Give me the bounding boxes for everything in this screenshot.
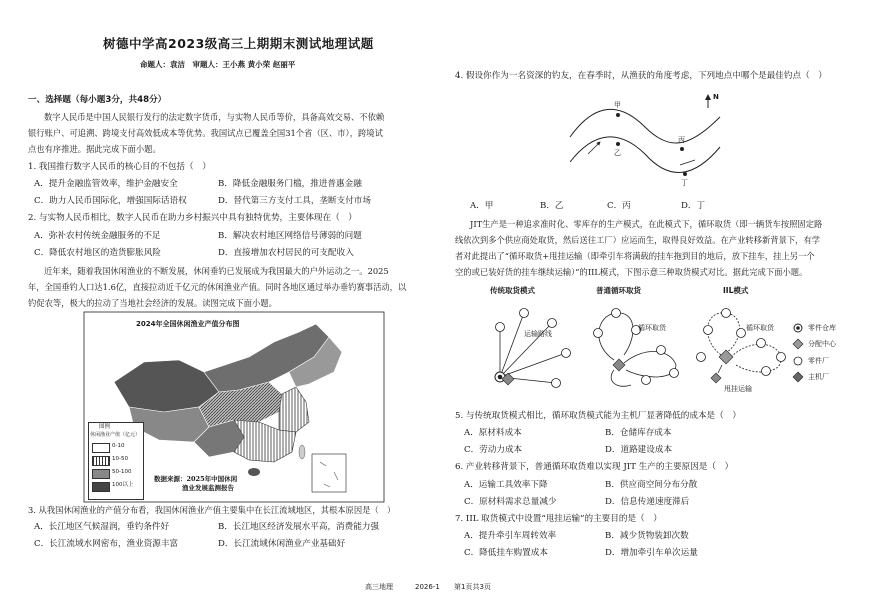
passage2-line-1: 近年来，随着我国休闲渔业的不断发展，休闲垂钓已发展成为我国最大的户外运动之一。2025: [44, 266, 389, 276]
legend-parts-factory-icon: [794, 357, 802, 365]
q6-stem: 6. 产业转移背景下，普通循环取货难以实现 JIT 生产的主要原因是（ ）: [455, 462, 734, 472]
q2-option-a[interactable]: A．弥补农村传统金融服务的不足: [34, 231, 161, 241]
q4-option-c[interactable]: C．丙: [607, 201, 631, 211]
legend-swatch-3: [92, 469, 110, 479]
passage2-line-2: 年，全国垂钓人口达1.6亿，直接拉动近千亿元的休闲渔业产值。同时各地区通过举办垂钓赛事活动，以: [28, 282, 407, 292]
legend-main-factory-icon: [793, 372, 803, 382]
q3-option-d[interactable]: D．长江流域休闲渔业产业基础好: [218, 539, 346, 549]
point-label-yi: 乙: [614, 149, 621, 157]
q5-option-c[interactable]: C．劳动力成本: [464, 445, 523, 455]
mode3-graph: [708, 313, 782, 372]
q7-option-a[interactable]: A．提升牵引车周转效率: [464, 531, 557, 541]
q1-stem: 1. 我国推行数字人民币的核心目的不包括（ ）: [28, 162, 211, 172]
q3-option-c[interactable]: C．长江流域水网密布，渔业资源丰富: [34, 539, 179, 549]
q5-option-a[interactable]: A．原材料成本: [464, 428, 522, 438]
footer-subject: 高三地理: [365, 583, 393, 591]
q6-option-b[interactable]: B．供应商空间分布分散: [605, 480, 698, 490]
legend-parts-factory: 零件厂: [808, 357, 829, 365]
legend-item-4: 100以上: [112, 482, 134, 488]
q7-stem: 7. IIL 取货模式中设置“甩挂运输”的主要目的是（ ）: [455, 514, 662, 524]
passage2-line-3: 钓促农等，极大的拉动了当地社会经济的发展。读图完成下面小题。: [28, 298, 277, 308]
route-label: 运输路线: [524, 330, 552, 338]
legend-distribution: 分配中心: [808, 340, 836, 348]
map-title: 2024年全国休闲渔业产值分布图: [136, 320, 240, 328]
q5-stem: 5. 与传统取货模式相比，循环取货模式能为主机厂显著降低的成本是（ ）: [455, 411, 741, 421]
pickup-mode-figure: [486, 285, 856, 395]
river-figure: [560, 92, 730, 192]
passage3-line-2: 线依次到多个供应商处取货，然后送往工厂）应运而生，取得良好效益。在产业转移新背景下，有学: [455, 235, 821, 245]
q6-option-d[interactable]: D．信息传递速度滞后: [605, 497, 690, 507]
legend-title: 图例: [99, 424, 111, 430]
q3-option-a[interactable]: A．长江地区气候湿润，垂钓条件好: [34, 522, 170, 532]
q4-option-b[interactable]: B．乙: [540, 201, 564, 211]
mode2-title: 普通循环取货: [596, 286, 641, 295]
mode1-title: 传统取货模式: [490, 286, 535, 295]
mode3-center-icon: [719, 350, 733, 364]
legend-item-2: 10-50: [112, 456, 128, 462]
legend-subtitle: 休闲渔业产值（亿元）: [90, 432, 141, 438]
legend-item-3: 50-100: [112, 469, 132, 475]
river-diagram: [560, 92, 730, 192]
q1-option-a[interactable]: A．提升金融监管效率，维护金融安全: [34, 179, 178, 189]
q1-option-c[interactable]: C．助力人民币国际化，增强国际话语权: [34, 196, 187, 206]
point-ding: [683, 172, 687, 176]
point-label-ding: 丁: [681, 179, 688, 187]
q2-option-d[interactable]: D．直接增加农村居民的可支配收入: [218, 248, 354, 258]
exam-authors: 命题人：袁洁 审题人：王小燕 黄小荣 赵丽平: [140, 60, 296, 69]
footer-page: 第1页共3页: [454, 583, 491, 591]
q2-option-c[interactable]: C．降低农村地区的造货膨胀风险: [34, 248, 161, 258]
passage1-line-3: 点也有序推进。据此完成下面小题。: [28, 144, 161, 154]
point-label-jia: 甲: [614, 101, 621, 109]
q7-option-b[interactable]: B．减少货物装卸次数: [605, 531, 689, 541]
passage3-line-3: 者对此提出了“循环取货+甩挂运输（即牵引车将满载的挂车拖到目的地后，放下挂车，挂上另一个: [455, 251, 815, 261]
q2-stem: 2. 与实物人民币相比，数字人民币在助力乡村振兴中具有独特优势，主要体现在（ ）: [28, 213, 357, 223]
q6-option-c[interactable]: C．原材料需求总量减少: [464, 497, 557, 507]
map-region-taiwan: [299, 445, 305, 459]
q1-option-d[interactable]: D．替代第三方支付工具，垄断支付市场: [218, 196, 371, 206]
mode3-title: IIL模式: [723, 286, 749, 295]
section-heading: 一、选择题（每小题3分，共48分）: [28, 95, 167, 105]
exam-title: 树德中学高2023级高三上期期末测试地理试题: [103, 36, 374, 51]
point-jia: [616, 113, 620, 117]
legend-swatch-4: [92, 482, 110, 492]
q4-option-d[interactable]: D．丁: [681, 201, 706, 211]
q6-option-a[interactable]: A．运输工具效率下降: [464, 480, 548, 490]
q4-stem: 4. 假设你作为一名资深的钓友，在春季时，从渔获的角度考虑，下列地点中哪个是最佳钓点（ ）: [455, 71, 827, 81]
passage1-line-2: 银行账户、可追溯、跨境支付高效低成本等优势。我国试点已覆盖全国31个省（区、市），跨境试: [28, 128, 383, 138]
q1-option-b[interactable]: B．降低金融服务门槛，推进普惠金融: [218, 179, 362, 189]
passage3-line-4: 空的或已装好货的挂车继续运输）”的IIL模式，下图示意三种取货模式对比。据此完成下面小题。: [455, 267, 808, 277]
q4-option-a[interactable]: A．甲: [470, 201, 494, 211]
loop-label: 循环取货: [638, 324, 666, 332]
q5-option-b[interactable]: B．仓储库存成本: [605, 428, 672, 438]
point-yi: [616, 142, 620, 146]
north-label: N: [713, 93, 719, 101]
point-label-bing: 丙: [678, 136, 685, 144]
footer-date: 2026-1: [415, 583, 440, 591]
passage3-line-1: JIT生产是一种追求准时化、零库存的生产模式，在此模式下，循环取货（即一辆货车按照固定路: [470, 219, 823, 229]
legend-swatch-1: [92, 443, 110, 453]
map-source-2: 渔业发展监测报告: [182, 484, 234, 492]
map-region-hainan: [248, 468, 260, 476]
q5-option-d[interactable]: D．道路建设成本: [605, 445, 673, 455]
map-source-1: 数据来源：2025年中国休闲: [154, 475, 238, 483]
map-legend: [88, 422, 144, 500]
legend-main-factory: 主机厂: [808, 373, 829, 381]
q3-option-b[interactable]: B．长江地区经济发展水平高，消费能力强: [218, 522, 380, 532]
legend-distribution-icon: [793, 339, 803, 349]
point-bing: [680, 147, 684, 151]
shuagua-label: 甩挂运输: [724, 385, 752, 393]
legend-warehouse: 零件仓库: [808, 324, 836, 332]
fishery-map: [84, 312, 384, 502]
legend-item-1: 0-10: [112, 443, 125, 449]
pickup-mode-diagram: [486, 285, 856, 395]
q7-option-c[interactable]: C．降低挂车购置成本: [464, 548, 548, 558]
q3-stem: 3. 从我国休闲渔业的产值分布看，我国休闲渔业产值主要集中在长江流域地区，其根本原因是（ ）: [28, 505, 396, 515]
legend-swatch-2: [92, 456, 110, 466]
loop-label-iil: 循环取货: [746, 324, 774, 332]
q2-option-b[interactable]: B．解决农村地区网络信号薄弱的问题: [218, 231, 362, 241]
passage1-line-1: 数字人民币是中国人民银行发行的法定数字货币，与实物人民币等价，具备高效交易、不依赖: [44, 112, 385, 122]
q7-option-d[interactable]: D．增加牵引车单次运量: [605, 548, 698, 558]
